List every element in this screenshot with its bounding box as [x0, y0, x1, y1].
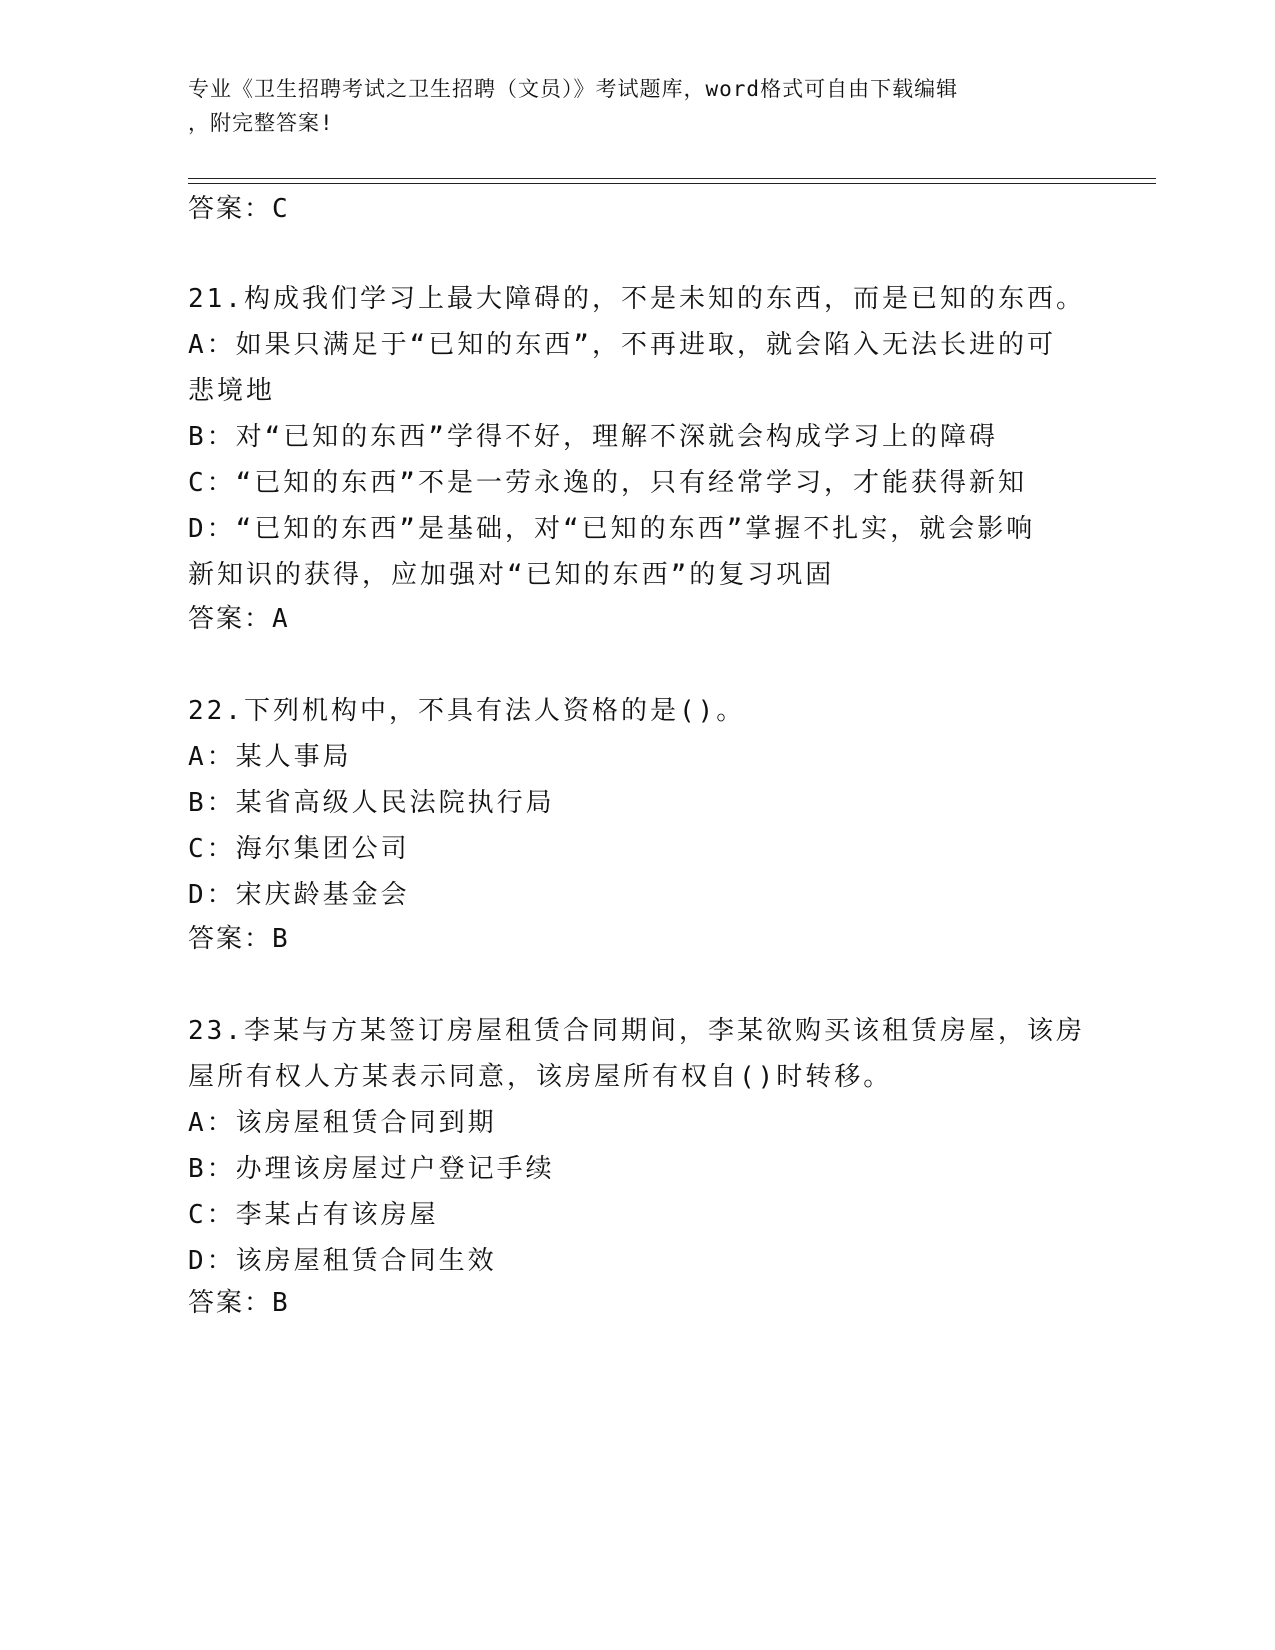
- question-23-option-d: D：该房屋租赁合同生效: [188, 1246, 497, 1276]
- header-line-1: 专业《卫生招聘考试之卫生招聘（文员）》考试题库，word格式可自由下载编辑: [188, 77, 959, 101]
- question-21-option-a: A：如果只满足于“已知的东西”，不再进取，就会陷入无法长进的可: [188, 330, 1056, 360]
- question-22-option-a: A：某人事局: [188, 742, 352, 772]
- question-23: [188, 1008, 1085, 1284]
- answer-previous: [188, 192, 288, 226]
- answer-21: [188, 602, 288, 636]
- question-22: [188, 688, 1078, 918]
- answer-value: A: [272, 604, 288, 634]
- header-divider-bottom: [188, 183, 1156, 184]
- question-22-option-d: D：宋庆龄基金会: [188, 880, 410, 910]
- question-21-option-c: C：“已知的东西”不是一劳永逸的，只有经常学习，才能获得新知: [188, 468, 1027, 498]
- answer-label: 答案：: [188, 1288, 273, 1318]
- question-23-option-b: B：办理该房屋过户登记手续: [188, 1154, 555, 1184]
- question-21-option-d-cont: 新知识的获得，应加强对“已知的东西”的复习巩固: [188, 560, 835, 590]
- answer-22: [188, 922, 288, 956]
- answer-value: C: [272, 194, 288, 224]
- question-21-option-b: B：对“已知的东西”学得不好，理解不深就会构成学习上的障碍: [188, 422, 998, 452]
- question-22-option-b: B：某省高级人民法院执行局: [188, 788, 555, 818]
- answer-label: 答案：: [188, 924, 273, 954]
- page-header: [188, 72, 1088, 140]
- header-divider-top: [188, 178, 1156, 179]
- answer-label: 答案：: [188, 194, 273, 224]
- question-23-option-c: C：李某占有该房屋: [188, 1200, 439, 1230]
- answer-value: B: [272, 1288, 288, 1318]
- question-21-option-a-cont: 悲境地: [188, 376, 276, 406]
- question-21-option-d: D：“已知的东西”是基础，对“已知的东西”掌握不扎实，就会影响: [188, 514, 1036, 544]
- question-23-option-a: A：该房屋租赁合同到期: [188, 1108, 497, 1138]
- question-22-option-c: C：海尔集团公司: [188, 834, 410, 864]
- question-23-stem-cont: 屋所有权人方某表示同意，该房屋所有权自()时转移。: [188, 1062, 893, 1092]
- answer-23: [188, 1286, 288, 1320]
- question-22-stem: 22.下列机构中，不具有法人资格的是()。: [188, 696, 746, 726]
- question-23-stem: 23.李某与方某签订房屋租赁合同期间，李某欲购买该租赁房屋，该房: [188, 1016, 1085, 1046]
- answer-value: B: [272, 924, 288, 954]
- header-line-2: ，附完整答案!: [188, 111, 334, 135]
- question-21: [188, 276, 1085, 598]
- answer-label: 答案：: [188, 604, 273, 634]
- question-21-stem: 21.构成我们学习上最大障碍的，不是未知的东西，而是已知的东西。: [188, 284, 1085, 314]
